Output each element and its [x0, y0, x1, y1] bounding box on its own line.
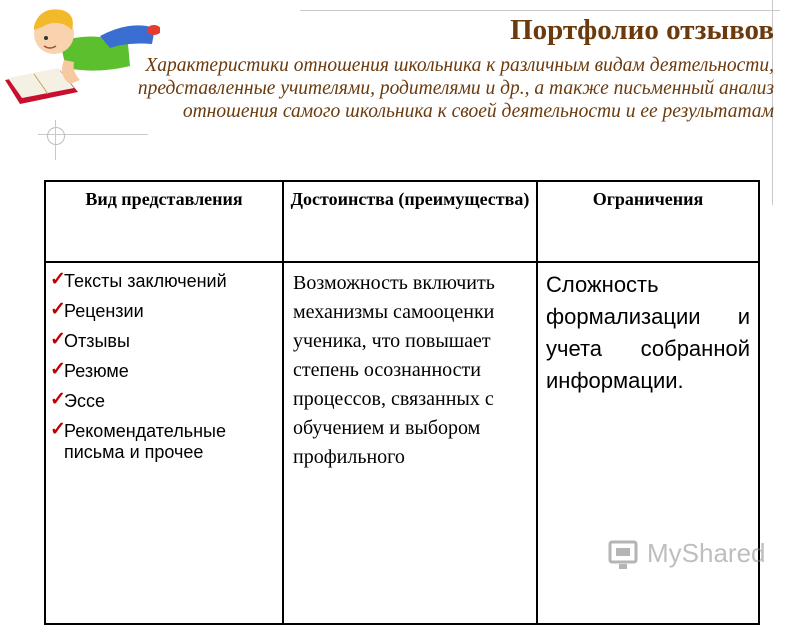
checkmark-icon: ✓ [50, 299, 66, 320]
list-item: ✓ Тексты заключений [50, 269, 227, 291]
table-header-row [45, 181, 759, 262]
decor-line-vertical [55, 120, 56, 160]
list-item: ✓ Рецензии [50, 299, 144, 321]
limitations-text: Сложность формализации и учета собранной информации. [546, 272, 750, 393]
advantages-text: Возможность включить механизмы самооценки ученика, что повышает степень осознанности процессов, связанных с обучением и выбором профильного [293, 272, 495, 468]
header-kind: Вид представления [45, 181, 283, 262]
decor-line-top [300, 10, 780, 11]
header-limitations: Ограничения [537, 181, 759, 262]
checkmark-icon: ✓ [50, 329, 66, 350]
checkmark-icon: ✓ [50, 419, 66, 440]
list-item: ✓ Рекомендательные письма и прочее [50, 419, 226, 462]
list-item: ✓ Эссе [50, 389, 105, 411]
checkmark-icon: ✓ [50, 269, 66, 290]
cell-advantages [283, 262, 537, 624]
watermark-text: MyShared [647, 538, 766, 568]
page-subtitle: Характеристики отношения школьника к различным видам деятельности, представленные учителями, родителями и др., а также письменный анализ отношения самого школьника к своей деятельности и ее результатам [137, 55, 774, 122]
header-advantages: Достоинства (преимущества) [283, 181, 537, 262]
myshared-logo-icon [607, 538, 643, 572]
checkmark-icon: ✓ [50, 359, 66, 380]
cell-kinds [45, 262, 283, 624]
kinds-list [52, 271, 282, 463]
decor-circle [47, 127, 65, 145]
page-title: Портфолио отзывов [510, 14, 774, 46]
myshared-watermark [607, 536, 767, 576]
list-item: ✓ Резюме [50, 359, 129, 381]
list-item: ✓ Отзывы [50, 329, 130, 351]
checkmark-icon: ✓ [50, 389, 66, 410]
